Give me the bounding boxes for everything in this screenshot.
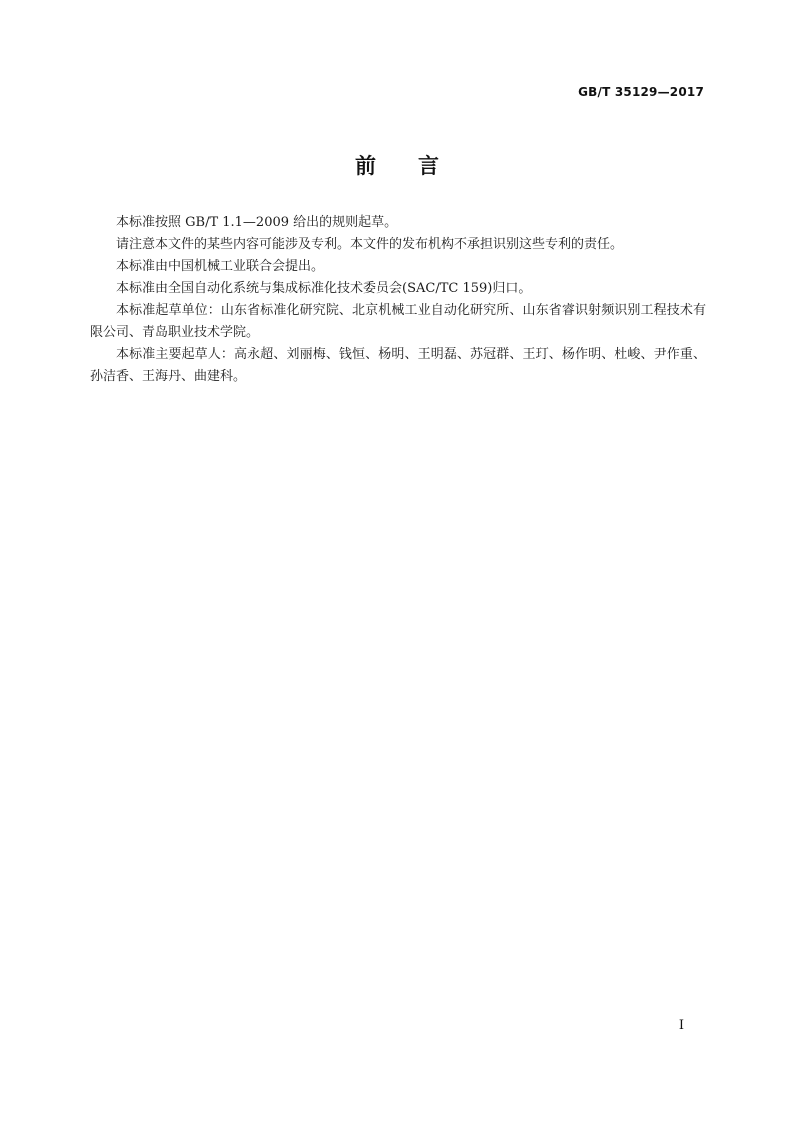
page-title: 前 言 xyxy=(355,154,439,178)
page-number: I xyxy=(678,1018,684,1033)
paragraph-patent-notice: 请注意本文件的某些内容可能涉及专利。本文件的发布机构不承担识别这些专利的责任。 xyxy=(116,237,624,252)
foreword-body xyxy=(90,212,706,388)
paragraph-drafting-rules: 本标准按照 GB/T 1.1—2009 给出的规则起草。 xyxy=(116,215,398,230)
paragraph-drafters: 本标准主要起草人：高永超、刘丽梅、钱恒、杨明、王明磊、苏冠群、王玎、杨作明、杜峻、尹作重、孙洁香、王海丹、曲建科。 xyxy=(90,347,706,384)
paragraph-proposer: 本标准由中国机械工业联合会提出。 xyxy=(116,259,325,274)
standard-code: GB/T 35129—2017 xyxy=(578,85,704,99)
paragraph-committee: 本标准由全国自动化系统与集成标准化技术委员会(SAC/TC 159)归口。 xyxy=(116,281,532,296)
paragraph-drafting-units: 本标准起草单位：山东省标准化研究院、北京机械工业自动化研究所、山东省睿识射频识别工程技术有限公司、青岛职业技术学院。 xyxy=(90,303,706,340)
